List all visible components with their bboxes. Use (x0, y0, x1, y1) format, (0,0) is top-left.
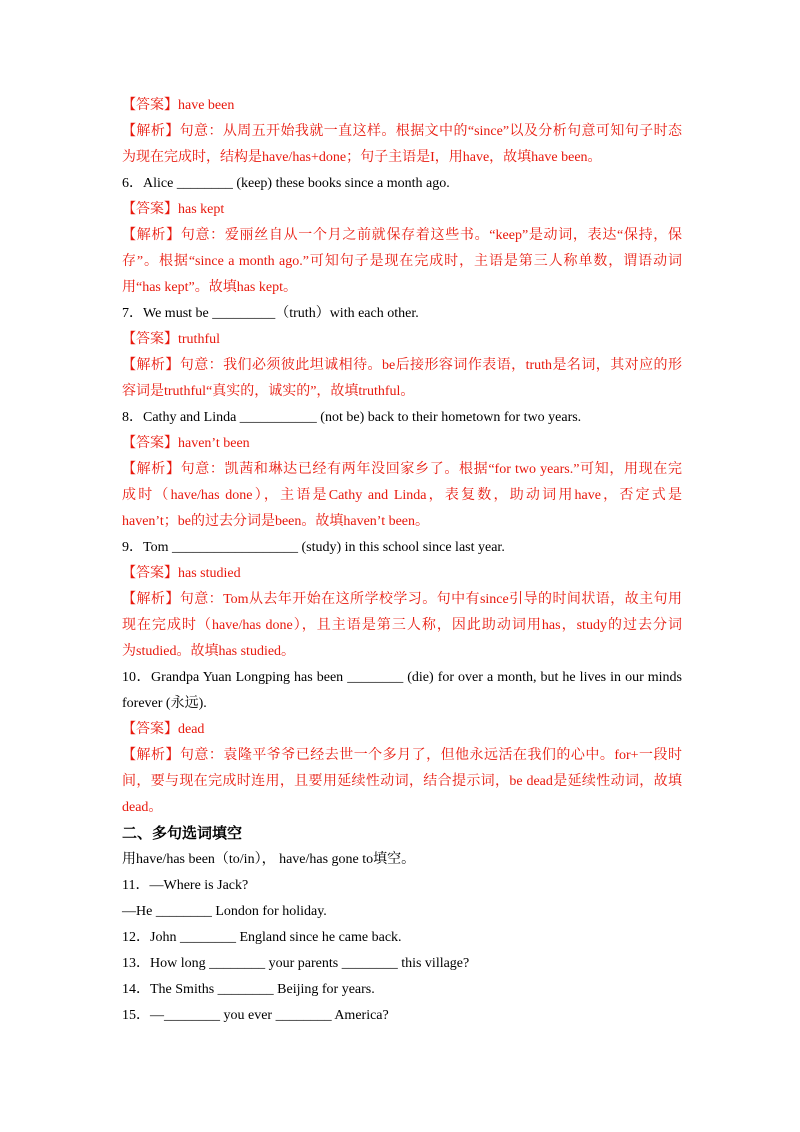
analysis-block (122, 119, 682, 171)
instruction-line: 用have/has been（to/in）， have/has gone to填空。 (122, 852, 416, 867)
analysis-block (122, 587, 682, 665)
analysis-line: 容词是truthful“真实的，诚实的”，故填truthful。 (122, 384, 415, 399)
analysis-line: 【解析】句意：凯茜和琳达已经有两年没回家乡了。根据“for two years.”可知，用现在完 (122, 462, 682, 477)
analysis-line: 【解析】句意：我们必须彼此坦诚相待。be后接形容词作表语，truth是名词，其对应的形 (122, 358, 682, 373)
question-line: 12．John ________ England since he came back. (122, 930, 402, 945)
analysis-block (122, 223, 682, 301)
answer-line: 【答案】has studied (122, 566, 241, 581)
analysis-line: 现在完成时（have/has done），且主语是第三人称，因此助动词用has，study的过去分词 (122, 618, 682, 633)
analysis-line: 为studied。故填has studied。 (122, 644, 296, 659)
question-block (122, 665, 682, 717)
analysis-line: 存”。根据“since a month ago.”可知句子是现在完成时，主语是第三人称单数，谓语动词 (122, 254, 682, 269)
question-line: forever (永远). (122, 696, 207, 711)
answer-line: 【答案】haven’t been (122, 436, 250, 451)
question-line: 8．Cathy and Linda ___________ (not be) back to their hometown for two years. (122, 410, 582, 425)
question-line: 9．Tom __________________ (study) in this school since last year. (122, 540, 505, 555)
analysis-block (122, 743, 682, 821)
document-content (122, 93, 682, 1029)
answer-line: 【答案】has kept (122, 202, 225, 217)
analysis-line: 【解析】句意：Tom从去年开始在这所学校学习。句中有since引导的时间状语，故主句用 (122, 592, 682, 607)
section-title: 二、多句选词填空 (122, 826, 243, 842)
question-line: 11．—Where is Jack? (122, 878, 249, 893)
answer-line: 【答案】dead (122, 722, 205, 737)
question-line: 15．—________ you ever ________ America? (122, 1008, 389, 1023)
analysis-line: dead。 (122, 800, 163, 815)
analysis-line: 用“has kept”。故填has kept。 (122, 280, 297, 295)
analysis-line: 【解析】句意：爱丽丝自从一个月之前就保存着这些书。“keep”是动词，表达“保持，保 (122, 228, 682, 243)
question-line: 10．Grandpa Yuan Longping has been ________ (die) for over a month, but he lives in our minds (122, 670, 682, 685)
answer-line: 【答案】truthful (122, 332, 220, 347)
analysis-line: 【解析】句意：从周五开始我就一直这样。根据文中的“since”以及分析句意可知句子时态 (122, 124, 682, 139)
question-line: 13．How long ________ your parents ________ this village? (122, 956, 470, 971)
question-line: —He ________ London for holiday. (122, 904, 327, 919)
analysis-line: 间，要与现在完成时连用，且要用延续性动词，结合提示词，be dead是延续性动词，故填 (122, 774, 682, 789)
analysis-line: haven’t；be的过去分词是been。故填haven’t been。 (122, 514, 430, 529)
question-line: 7．We must be _________（truth）with each other. (122, 306, 419, 321)
analysis-line: 成时（have/has done），主语是Cathy and Linda，表复数，助动词用have，否定式是 (122, 488, 682, 503)
analysis-block (122, 457, 682, 535)
question-line: 6．Alice ________ (keep) these books since a month ago. (122, 176, 450, 191)
analysis-block (122, 353, 682, 405)
analysis-line: 【解析】句意：袁隆平爷爷已经去世一个多月了，但他永远活在我们的心中。for+一段时 (122, 748, 682, 763)
answer-line: 【答案】have been (122, 98, 235, 113)
question-line: 14．The Smiths ________ Beijing for years. (122, 982, 375, 997)
analysis-line: 为现在完成时，结构是have/has+done；句子主语是I，用have，故填have been。 (122, 150, 602, 165)
